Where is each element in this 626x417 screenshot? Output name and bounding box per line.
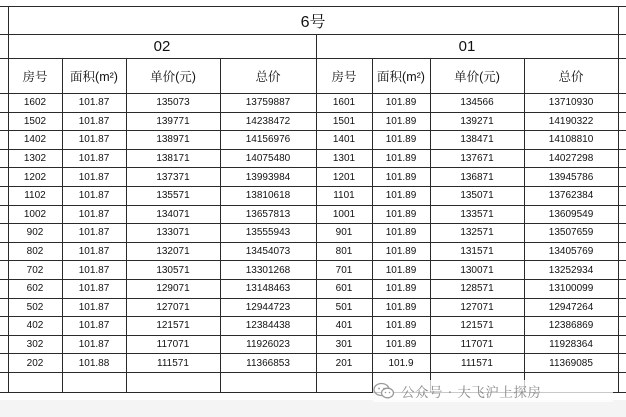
unit02-room-no-cell: 702 [8, 261, 62, 280]
unit02-unit-price-cell: 138971 [126, 131, 220, 150]
unit02-area-cell: 101.87 [62, 149, 126, 168]
unit02-area-cell: 101.87 [62, 112, 126, 131]
unit02-area-cell: 101.87 [62, 168, 126, 187]
table-row [0, 112, 626, 131]
unit02-area-cell: 101.87 [62, 224, 126, 243]
unit01-room-no-cell: 301 [316, 335, 372, 354]
unit01-area-cell: 101.89 [372, 224, 430, 243]
unit01-area-cell: 101.89 [372, 94, 430, 113]
unit02-room-no-cell: 402 [8, 317, 62, 336]
unit01-total-price-cell: 14108810 [524, 131, 618, 150]
unit01-total-price-cell: 11369085 [524, 354, 618, 373]
unit01-total-price-cell: 13945786 [524, 168, 618, 187]
unit01-area-cell: 101.89 [372, 112, 430, 131]
unit02-total-price-cell: 13810618 [220, 186, 316, 205]
unit01-area-cell: 101.89 [372, 335, 430, 354]
unit02-area-cell: 101.87 [62, 131, 126, 150]
table-row [0, 317, 626, 336]
unit-group-row [0, 35, 626, 59]
table-row [0, 335, 626, 354]
unit01-total-price-cell: 13100099 [524, 279, 618, 298]
unit01-room-no-cell: 1101 [316, 186, 372, 205]
unit02-area-cell: 101.87 [62, 298, 126, 317]
unit01-room-no-cell: 1601 [316, 94, 372, 113]
unit01-room-no-cell: 501 [316, 298, 372, 317]
unit02-unit-price-cell: 117071 [126, 335, 220, 354]
unit01-unit-price-cell: 131571 [430, 242, 524, 261]
unit02-unit-price-cell: 135571 [126, 186, 220, 205]
unit01-room-no-cell: 801 [316, 242, 372, 261]
unit01-room-no-cell: 1301 [316, 149, 372, 168]
unit02-area-cell: 101.87 [62, 279, 126, 298]
unit02-unit-price-cell: 111571 [126, 354, 220, 373]
wechat-icon [373, 382, 395, 400]
unit01-unit-price-cell: 111571 [430, 354, 524, 373]
unit01-unit-price-cell: 133571 [430, 205, 524, 224]
unit01-unit-price-cell: 132571 [430, 224, 524, 243]
header-area: 面积(m²) [372, 59, 430, 94]
unit02-area-cell: 101.88 [62, 354, 126, 373]
unit02-area-cell: 101.87 [62, 335, 126, 354]
unit02-area-cell: 101.87 [62, 205, 126, 224]
unit02-unit-price-cell: 137371 [126, 168, 220, 187]
unit02-room-no-cell: 202 [8, 354, 62, 373]
unit01-unit-price-cell: 121571 [430, 317, 524, 336]
unit02-total-price-cell: 13454073 [220, 242, 316, 261]
unit02-room-no-cell: 1302 [8, 149, 62, 168]
unit02-unit-price-cell: 129071 [126, 279, 220, 298]
unit01-total-price-cell: 13252934 [524, 261, 618, 280]
unit01-area-cell: 101.89 [372, 317, 430, 336]
unit02-room-no-cell: 1202 [8, 168, 62, 187]
building-title: 6号 [8, 7, 618, 35]
table-row [0, 224, 626, 243]
unit01-total-price-cell: 13609549 [524, 205, 618, 224]
unit01-room-no-cell: 701 [316, 261, 372, 280]
unit02-room-no-cell: 602 [8, 279, 62, 298]
unit02-total-price-cell: 14238472 [220, 112, 316, 131]
unit01-area-cell: 101.89 [372, 261, 430, 280]
table-row [0, 354, 626, 373]
group-01-title: 01 [316, 35, 618, 59]
unit02-total-price-cell: 12384438 [220, 317, 316, 336]
unit02-unit-price-cell: 121571 [126, 317, 220, 336]
unit02-total-price-cell: 12944723 [220, 298, 316, 317]
unit01-unit-price-cell: 127071 [430, 298, 524, 317]
unit02-room-no-cell: 1602 [8, 94, 62, 113]
unit02-room-no-cell: 902 [8, 224, 62, 243]
unit02-room-no-cell: 1102 [8, 186, 62, 205]
unit02-unit-price-cell: 130571 [126, 261, 220, 280]
unit02-total-price-cell: 11926023 [220, 335, 316, 354]
watermark [373, 380, 613, 402]
unit02-total-price-cell: 13657813 [220, 205, 316, 224]
header-room-no: 房号 [8, 59, 62, 94]
unit01-total-price-cell: 13762384 [524, 186, 618, 205]
unit02-area-cell: 101.87 [62, 242, 126, 261]
unit02-unit-price-cell: 127071 [126, 298, 220, 317]
unit02-area-cell: 101.87 [62, 186, 126, 205]
unit01-unit-price-cell: 137671 [430, 149, 524, 168]
unit02-total-price-cell: 14156976 [220, 131, 316, 150]
unit02-total-price-cell: 13148463 [220, 279, 316, 298]
unit02-unit-price-cell: 134071 [126, 205, 220, 224]
unit01-total-price-cell: 13710930 [524, 94, 618, 113]
table-row [0, 242, 626, 261]
unit01-area-cell: 101.89 [372, 131, 430, 150]
unit01-total-price-cell: 12947264 [524, 298, 618, 317]
column-header-row [0, 59, 626, 94]
unit01-room-no-cell: 1001 [316, 205, 372, 224]
unit02-total-price-cell: 13993984 [220, 168, 316, 187]
unit01-area-cell: 101.89 [372, 279, 430, 298]
unit01-area-cell: 101.89 [372, 168, 430, 187]
unit01-area-cell: 101.89 [372, 149, 430, 168]
bottom-background [0, 400, 626, 417]
unit02-area-cell: 101.87 [62, 317, 126, 336]
unit02-room-no-cell: 1402 [8, 131, 62, 150]
unit02-unit-price-cell: 132071 [126, 242, 220, 261]
unit02-unit-price-cell: 135073 [126, 94, 220, 113]
unit02-room-no-cell: 502 [8, 298, 62, 317]
header-unit-price: 单价(元) [430, 59, 524, 94]
unit02-unit-price-cell: 133071 [126, 224, 220, 243]
unit02-unit-price-cell: 139771 [126, 112, 220, 131]
unit02-room-no-cell: 302 [8, 335, 62, 354]
group-02-title: 02 [8, 35, 316, 59]
header-total-price: 总价 [524, 59, 618, 94]
unit02-total-price-cell: 13759887 [220, 94, 316, 113]
unit02-total-price-cell: 13301268 [220, 261, 316, 280]
unit02-room-no-cell: 802 [8, 242, 62, 261]
unit01-room-no-cell: 901 [316, 224, 372, 243]
unit02-room-no-cell: 1502 [8, 112, 62, 131]
table-row [0, 186, 626, 205]
header-unit-price: 单价(元) [126, 59, 220, 94]
unit01-unit-price-cell: 134566 [430, 94, 524, 113]
unit02-total-price-cell: 14075480 [220, 149, 316, 168]
unit01-room-no-cell: 1201 [316, 168, 372, 187]
unit02-area-cell: 101.87 [62, 94, 126, 113]
price-table [0, 6, 626, 393]
table-row [0, 298, 626, 317]
unit02-area-cell: 101.87 [62, 261, 126, 280]
unit01-room-no-cell: 1401 [316, 131, 372, 150]
unit01-unit-price-cell: 130071 [430, 261, 524, 280]
table-row [0, 149, 626, 168]
unit01-room-no-cell: 201 [316, 354, 372, 373]
unit01-unit-price-cell: 128571 [430, 279, 524, 298]
unit02-unit-price-cell: 138171 [126, 149, 220, 168]
unit01-room-no-cell: 601 [316, 279, 372, 298]
unit01-unit-price-cell: 135071 [430, 186, 524, 205]
unit01-unit-price-cell: 139271 [430, 112, 524, 131]
unit01-room-no-cell: 1501 [316, 112, 372, 131]
header-area: 面积(m²) [62, 59, 126, 94]
unit01-area-cell: 101.89 [372, 242, 430, 261]
unit01-area-cell: 101.9 [372, 354, 430, 373]
unit02-total-price-cell: 13555943 [220, 224, 316, 243]
unit01-unit-price-cell: 138471 [430, 131, 524, 150]
table-row [0, 261, 626, 280]
unit01-total-price-cell: 14190322 [524, 112, 618, 131]
unit01-area-cell: 101.89 [372, 186, 430, 205]
unit01-area-cell: 101.89 [372, 205, 430, 224]
unit02-room-no-cell: 1002 [8, 205, 62, 224]
unit01-unit-price-cell: 136871 [430, 168, 524, 187]
unit01-total-price-cell: 12386869 [524, 317, 618, 336]
table-row [0, 168, 626, 187]
unit01-total-price-cell: 14027298 [524, 149, 618, 168]
unit01-room-no-cell: 401 [316, 317, 372, 336]
unit01-total-price-cell: 11928364 [524, 335, 618, 354]
table-row [0, 279, 626, 298]
table-row [0, 94, 626, 113]
unit01-total-price-cell: 13405769 [524, 242, 618, 261]
table-row [0, 131, 626, 150]
watermark-text: 公众号 · 大飞沪上探房 [401, 385, 542, 401]
header-total-price: 总价 [220, 59, 316, 94]
unit01-unit-price-cell: 117071 [430, 335, 524, 354]
unit02-total-price-cell: 11366853 [220, 354, 316, 373]
building-title-row [0, 7, 626, 35]
table-row [0, 205, 626, 224]
unit01-total-price-cell: 13507659 [524, 224, 618, 243]
unit01-area-cell: 101.89 [372, 298, 430, 317]
header-room-no: 房号 [316, 59, 372, 94]
